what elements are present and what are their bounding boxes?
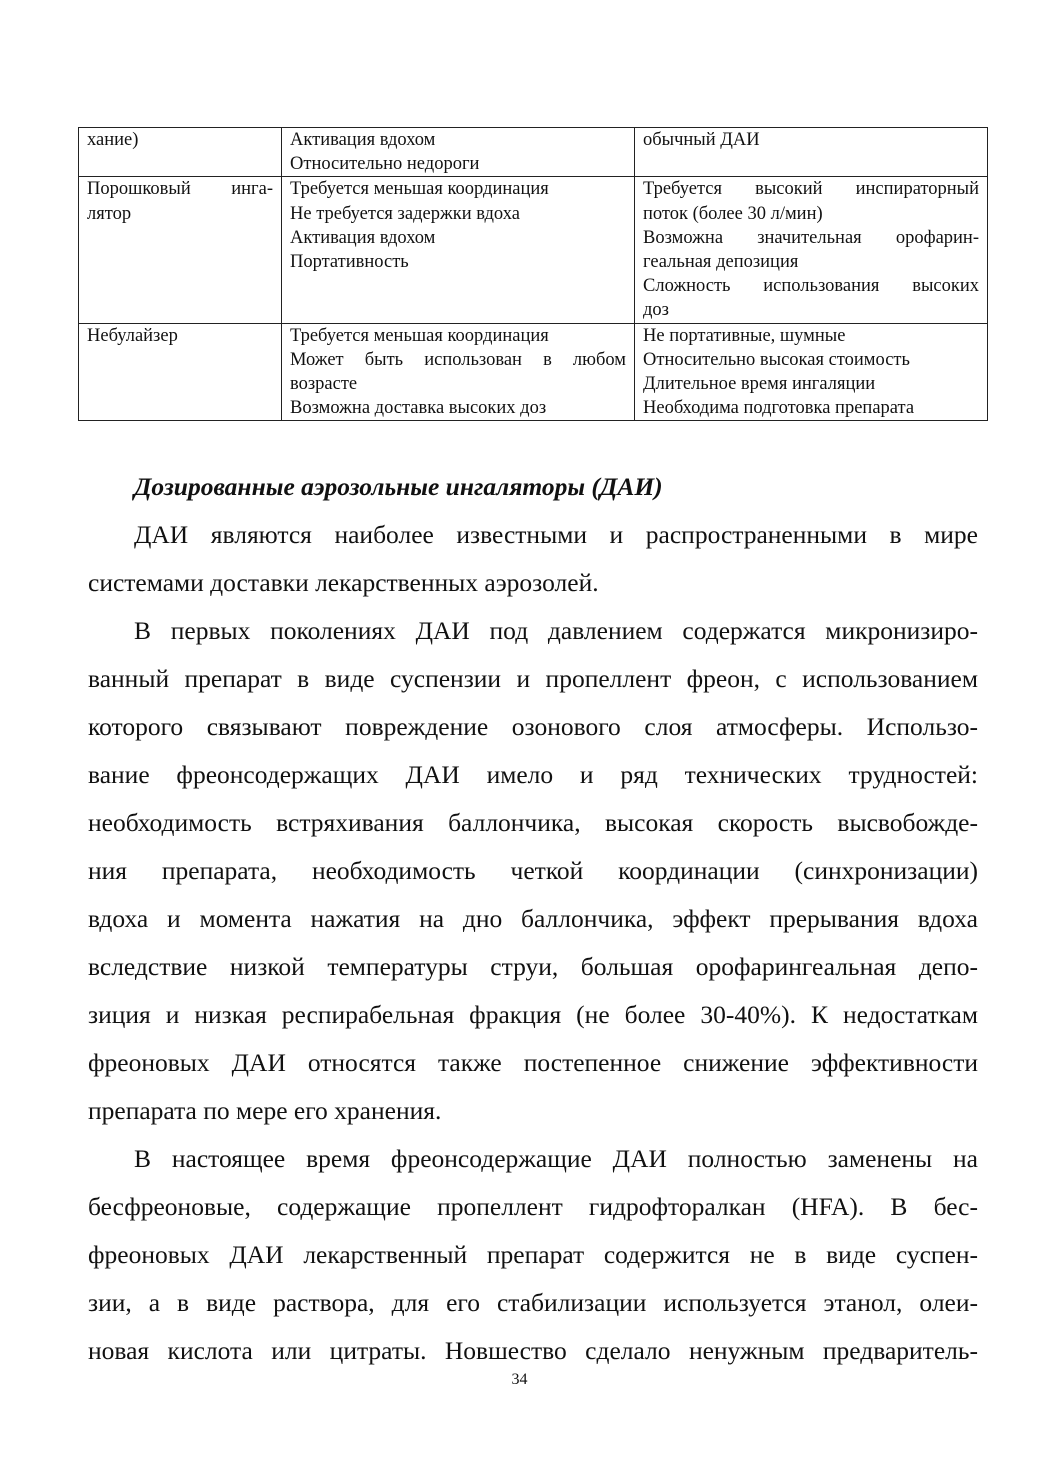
cell-line: Может быть использован в любом <box>290 349 626 370</box>
table-cell-col1 <box>79 177 282 323</box>
cell-line: Возможна значительная орофарин- <box>643 227 979 248</box>
cell-line: геальная депозиция <box>643 252 799 273</box>
cell-line: Требуется меньшая координация <box>290 179 549 200</box>
cell-line: Не портативные, шумные <box>643 325 846 346</box>
table-row <box>79 177 988 323</box>
table-body <box>79 128 988 421</box>
paragraph <box>88 511 978 607</box>
text-line: В настоящее время фреонсодержащие ДАИ полностью заменены на <box>134 1144 978 1173</box>
cell-line: возрасте <box>290 374 358 395</box>
cell-line: Длительное время ингаляции <box>643 374 876 395</box>
table-cell-col3 <box>635 177 988 323</box>
paragraph <box>88 607 978 1135</box>
cell-line: Активация вдохом <box>290 130 436 150</box>
cell-line: Портативность <box>290 252 409 273</box>
text-line: ванный препарат в виде суспензии и пропеллент фреон, с использованием <box>88 664 978 693</box>
section-heading: Дозированные аэрозольные ингаляторы (ДАИ) <box>134 472 663 501</box>
table-row <box>79 323 988 421</box>
cell-line: поток (более 30 л/мин) <box>643 203 823 224</box>
paragraph <box>88 1135 978 1375</box>
text-line: необходимость встряхивания баллончика, высокая скорость высвобожде- <box>88 808 978 837</box>
text-line: препарата по мере его хранения. <box>88 1096 442 1125</box>
cell-line: Не требуется задержки вдоха <box>290 203 520 224</box>
cell-line: доз <box>643 300 669 321</box>
cell-line: Требуется высокий инспираторный <box>643 179 979 200</box>
table-cell-col2 <box>282 323 635 421</box>
text-line: бесфреоновые, содержащие пропеллент гидрофторалкан (HFA). В бес- <box>88 1192 978 1221</box>
cell-line: хание) <box>87 130 139 150</box>
cell-line: Относительно недороги <box>290 154 480 175</box>
text-line: вдоха и момента нажатия на дно баллончика, эффект прерывания вдоха <box>88 904 978 933</box>
cell-line: лятор <box>87 203 132 224</box>
text-line: вание фреонсодержащих ДАИ имело и ряд технических трудностей: <box>88 760 978 789</box>
text-line: зиция и низкая респирабельная фракция (не более 30-40%). К недостаткам <box>88 1000 978 1029</box>
cell-line: Необходима подготовка препарата <box>643 398 915 419</box>
table-cell-col2 <box>282 177 635 323</box>
cell-line: Сложность использования высоких <box>643 276 979 297</box>
cell-line: Относительно высокая стоимость <box>643 349 910 370</box>
text-line: ДАИ являются наиболее известными и распространенными в мире <box>134 520 978 549</box>
table-cell-col3 <box>635 323 988 421</box>
cell-line: Требуется меньшая координация <box>290 325 549 346</box>
text-line: фреоновых ДАИ относятся также постепенное снижение эффективности <box>88 1048 978 1077</box>
cell-line: Порошковый инга- <box>87 179 273 200</box>
table-cell-col1 <box>79 128 282 177</box>
paragraphs-container <box>88 511 978 1375</box>
cell-line: Активация вдохом <box>290 227 436 248</box>
document-body <box>88 463 978 1375</box>
text-line: В первых поколениях ДАИ под давлением содержатся микронизиро- <box>134 616 978 645</box>
text-line: ния препарата, необходимость четкой координации (синхронизации) <box>88 856 978 885</box>
cell-line: Небулайзер <box>87 325 178 346</box>
comparison-table-wrapper <box>78 127 988 421</box>
table-row <box>79 128 988 177</box>
inhaler-comparison-table <box>78 127 988 421</box>
table-cell-col2 <box>282 128 635 177</box>
text-line: системами доставки лекарственных аэрозолей. <box>88 568 599 597</box>
text-line: новая кислота или цитраты. Новшество сделало ненужным предваритель- <box>88 1336 978 1365</box>
text-line: зии, а в виде раствора, для его стабилизации используется этанол, олеи- <box>88 1288 978 1317</box>
page-number: 34 <box>511 1371 528 1388</box>
table-cell-col1 <box>79 323 282 421</box>
cell-line: Возможна доставка высоких доз <box>290 398 547 419</box>
text-line: фреоновых ДАИ лекарственный препарат содержится не в виде суспен- <box>88 1240 978 1269</box>
text-line: которого связывают повреждение озонового слоя атмосферы. Использо- <box>88 712 978 741</box>
cell-line: обычный ДАИ <box>643 130 760 150</box>
text-line: вследствие низкой температуры струи, большая орофарингеальная депо- <box>88 952 978 981</box>
table-cell-col3 <box>635 128 988 177</box>
